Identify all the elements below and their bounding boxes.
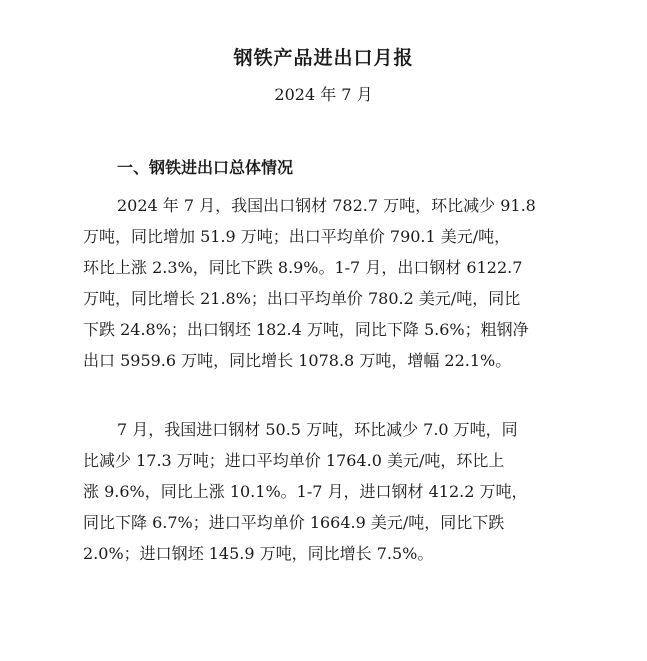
paragraph-line: 万吨，同比增加 51.9 万吨；出口平均单价 790.1 美元/吨， bbox=[83, 227, 511, 246]
report-title: 钢铁产品进出口月报 bbox=[233, 47, 414, 69]
paragraph-line: 环比上涨 2.3%，同比下跌 8.9%。1-7 月，出口钢材 6122.7 bbox=[83, 258, 523, 277]
paragraph-line: 2024 年 7 月，我国出口钢材 782.7 万吨，环比减少 91.8 bbox=[117, 196, 536, 215]
paragraph-line: 7 月，我国进口钢材 50.5 万吨，环比减少 7.0 万吨，同 bbox=[117, 420, 518, 439]
paragraph-line: 比减少 17.3 万吨；进口平均单价 1764.0 美元/吨，环比上 bbox=[83, 451, 505, 470]
paragraph-line: 下跌 24.8%；出口钢坯 182.4 万吨，同比下降 5.6%；粗钢净 bbox=[83, 320, 529, 339]
import-paragraph bbox=[83, 414, 583, 569]
paragraph-line: 出口 5959.6 万吨，同比增长 1078.8 万吨，增幅 22.1%。 bbox=[83, 351, 512, 370]
paragraph-line: 涨 9.6%，同比上涨 10.1%。1-7 月，进口钢材 412.2 万吨， bbox=[83, 482, 528, 501]
report-period: 2024 年 7 月 bbox=[274, 85, 373, 104]
paragraph-line: 2.0%；进口钢坯 145.9 万吨，同比增长 7.5%。 bbox=[83, 544, 434, 563]
section-heading: 一、钢铁进出口总体情况 bbox=[117, 158, 294, 177]
paragraph-line: 万吨，同比增长 21.8%；出口平均单价 780.2 美元/吨，同比 bbox=[83, 289, 521, 308]
paragraph-line: 同比下降 6.7%；进口平均单价 1664.9 美元/吨，同比下跌 bbox=[83, 513, 505, 532]
export-paragraph bbox=[83, 190, 583, 376]
